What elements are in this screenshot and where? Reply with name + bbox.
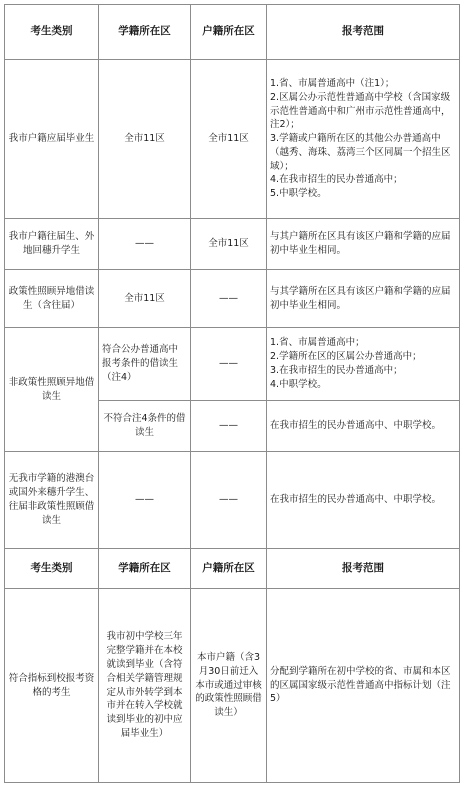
table-row <box>5 219 460 270</box>
table-header-row <box>5 5 460 60</box>
cell-category: 政策性照顾异地借读生（含往届） <box>5 270 99 328</box>
cell-school-district: 不符合注4条件的借读生 <box>99 401 191 452</box>
header-scope: 报考范围 <box>267 5 460 60</box>
cell-category: 非政策性照顾异地借读生 <box>5 328 99 452</box>
cell-scope <box>267 60 460 219</box>
cell-hukou-district: 本市户籍（含3月30日前迁入本市或通过审核的政策性照顾借读生） <box>191 589 267 783</box>
cell-school-district: 全市11区 <box>99 60 191 219</box>
cell-school-district: 全市11区 <box>99 270 191 328</box>
cell-hukou-district: —— <box>191 328 267 401</box>
scope-line: 4.在我市招生的民办普通高中； <box>270 174 403 186</box>
header-category: 考生类别 <box>5 549 99 589</box>
admission-scope-table <box>4 4 460 783</box>
header-scope: 报考范围 <box>267 549 460 589</box>
cell-hukou-district: —— <box>191 401 267 452</box>
header-hukou-district: 户籍所在区 <box>191 549 267 589</box>
table-row <box>5 60 460 219</box>
cell-hukou-district: 全市11区 <box>191 60 267 219</box>
cell-school-district: —— <box>99 452 191 549</box>
header-school-district: 学籍所在区 <box>99 549 191 589</box>
table-header-row <box>5 549 460 589</box>
header-category: 考生类别 <box>5 5 99 60</box>
cell-category: 我市户籍应届毕业生 <box>5 60 99 219</box>
scope-line: 2.区属公办示范性普通高中学校（含国家级示范性普通高中和广州市示范性普通高中，注2）； <box>270 91 451 131</box>
cell-school-district: 符合公办普通高中报考条件的借读生（注4） <box>99 328 191 401</box>
scope-line: 3.在我市招生的民办普通高中； <box>270 365 403 376</box>
cell-scope: 在我市招生的民办普通高中、中职学校。 <box>267 452 460 549</box>
scope-line: 5.中职学校。 <box>270 188 327 200</box>
cell-category: 无我市学籍的港澳台或国外来穗升学生、往届非政策性照顾借读生 <box>5 452 99 549</box>
cell-scope: 与其学籍所在区具有该区户籍和学籍的应届初中毕业生相同。 <box>267 270 460 328</box>
header-hukou-district: 户籍所在区 <box>191 5 267 60</box>
table-row <box>5 452 460 549</box>
cell-hukou-district: 全市11区 <box>191 219 267 270</box>
scope-line: 1.省、市属普通高中； <box>270 337 365 349</box>
cell-school-district: —— <box>99 219 191 270</box>
cell-scope: 分配到学籍所在初中学校的省、市属和本区的区属国家级示范性普通高中指标计划（注5） <box>267 589 460 783</box>
cell-scope: 在我市招生的民办普通高中、中职学校。 <box>267 401 460 452</box>
table-row <box>5 589 460 783</box>
cell-hukou-district: —— <box>191 270 267 328</box>
cell-hukou-district: —— <box>191 452 267 549</box>
scope-line: 1.省、市属普通高中（注1）； <box>270 78 395 90</box>
scope-line: 4.中职学校。 <box>270 378 327 390</box>
cell-category: 符合指标到校报考资格的考生 <box>5 589 99 783</box>
scope-line: 2.学籍所在区的区属公办普通高中； <box>270 351 422 363</box>
table-row <box>5 328 460 401</box>
cell-school-district: 我市初中学校三年完整学籍并在本校就读到毕业（含符合相关学籍管理规定从市外转学到本市并在转入学校就读到毕业的初中应届毕业生） <box>99 589 191 783</box>
cell-category: 我市户籍往届生、外地回穗升学生 <box>5 219 99 270</box>
table-row <box>5 270 460 328</box>
header-school-district: 学籍所在区 <box>99 5 191 60</box>
cell-scope: 与其户籍所在区具有该区户籍和学籍的应届初中毕业生相同。 <box>267 219 460 270</box>
scope-line: 3.学籍或户籍所在区的其他公办普通高中（越秀、海珠、荔湾三个区同属一个招生区域）； <box>270 133 451 172</box>
cell-scope <box>267 328 460 401</box>
